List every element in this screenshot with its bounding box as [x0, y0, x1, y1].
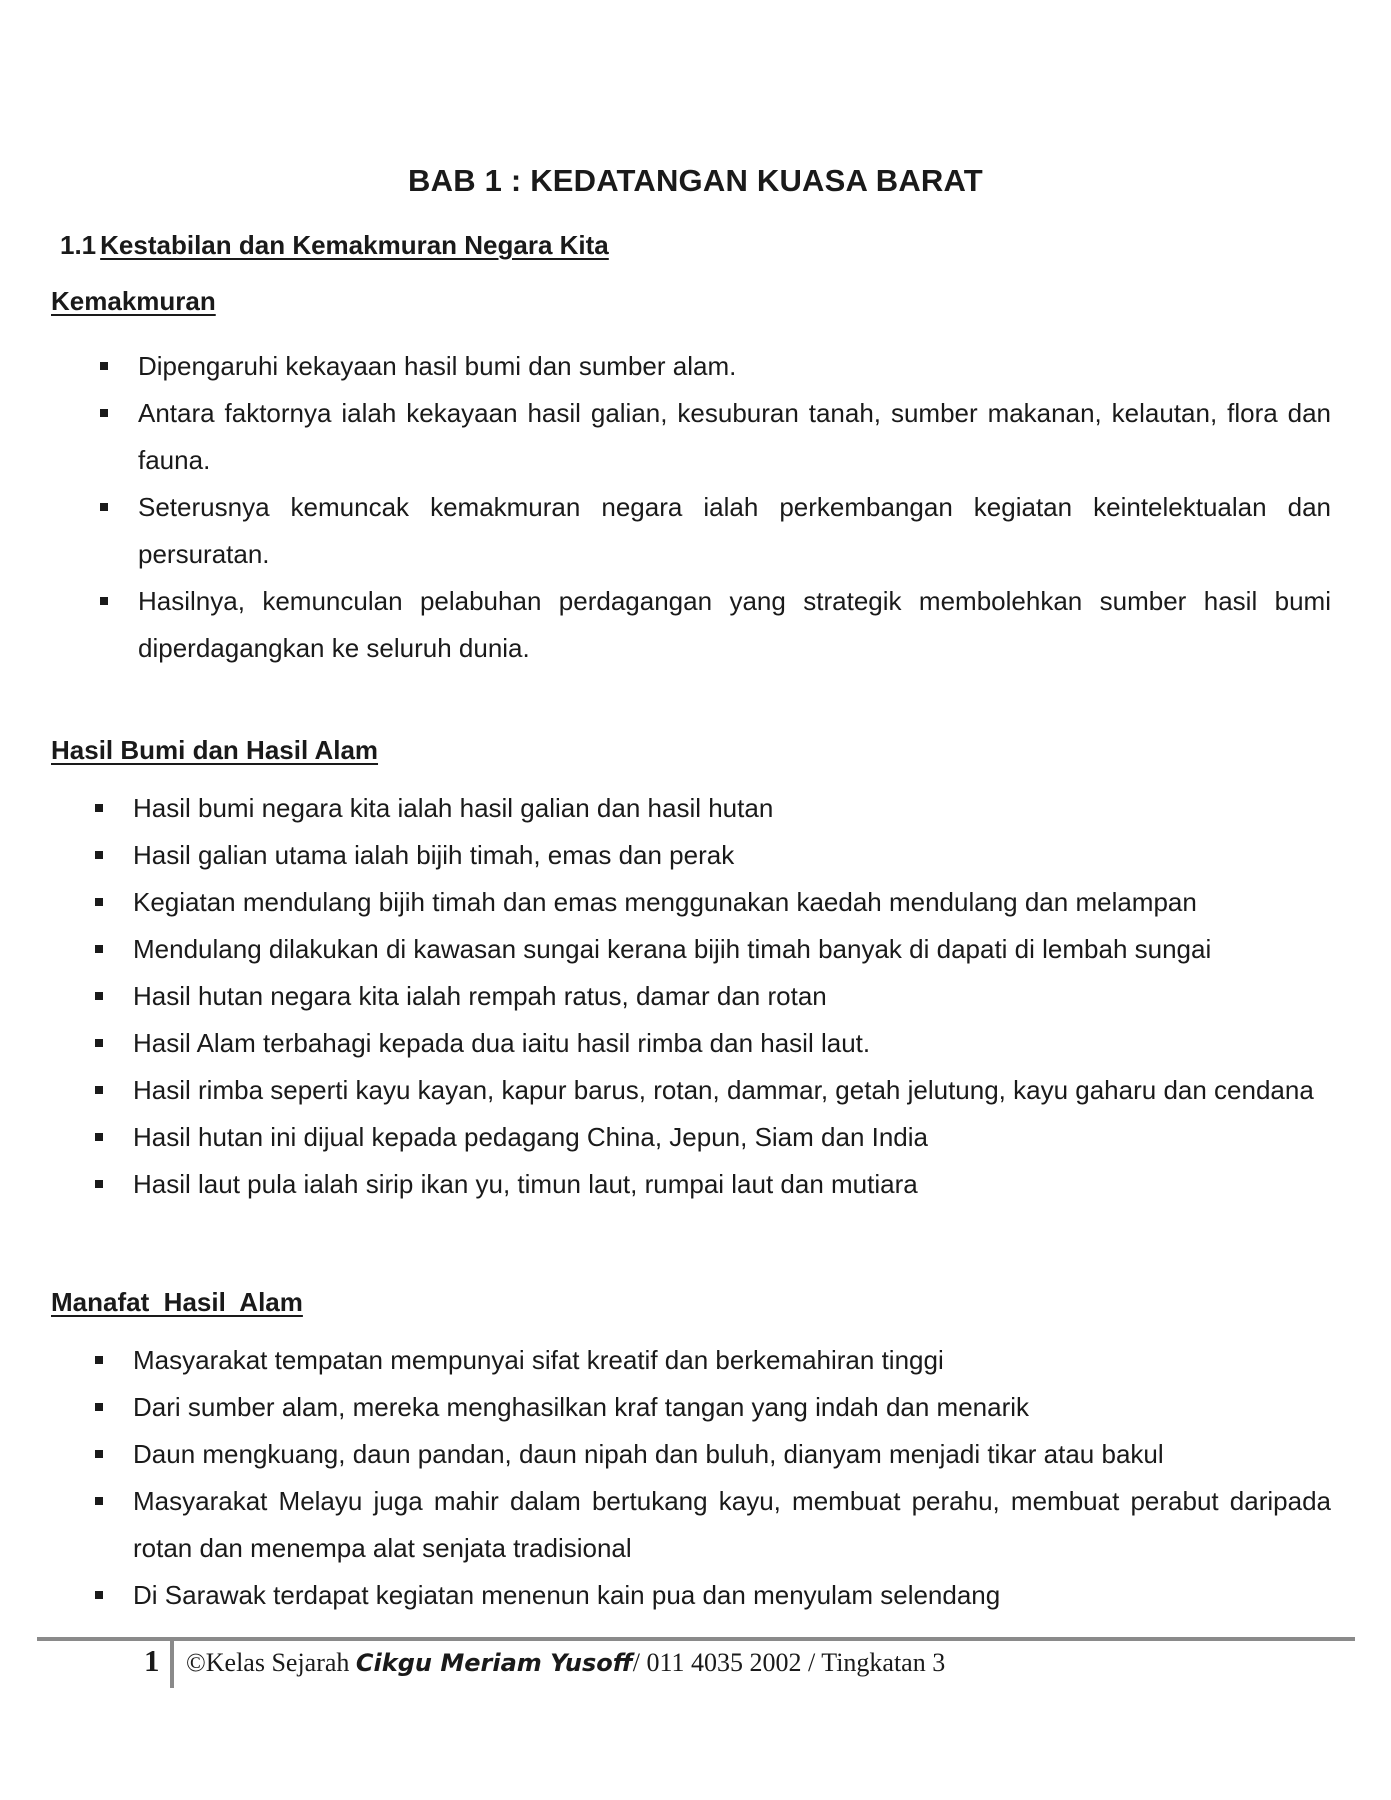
square-bullet-icon [95, 1086, 103, 1094]
list-item [138, 343, 1331, 390]
square-bullet-icon [100, 503, 108, 511]
list-item [133, 832, 1331, 879]
heading-kemakmuran: Kemakmuran [51, 286, 216, 316]
list-item [138, 484, 1331, 578]
list-item-text: Hasil laut pula ialah sirip ikan yu, timun laut, rumpai laut dan mutiara [133, 1169, 918, 1199]
list-item-text: Hasil hutan negara kita ialah rempah ratus, damar dan rotan [133, 981, 827, 1011]
list-item-text: Dipengaruhi kekayaan hasil bumi dan sumber alam. [138, 351, 737, 381]
square-bullet-icon [95, 898, 103, 906]
list-item [133, 1067, 1331, 1114]
footer-prefix: ©Kelas Sejarah [186, 1648, 356, 1677]
square-bullet-icon [100, 597, 108, 605]
footer-credit [186, 1648, 945, 1678]
footer-suffix: / 011 4035 2002 / Tingkatan 3 [632, 1648, 946, 1677]
square-bullet-icon [95, 804, 103, 812]
list-item-text: Di Sarawak terdapat kegiatan menenun kain pua dan menyulam selendang [133, 1580, 1001, 1610]
subsection-text: Kestabilan dan Kemakmuran Negara Kita [100, 230, 609, 260]
list-item-text: Hasil rimba seperti kayu kayan, kapur barus, rotan, dammar, getah jelutung, kayu gaharu dan cendana [133, 1075, 1314, 1105]
footer-vertical-divider [170, 1641, 174, 1688]
heading-manafat-hasil-alam: Manafat Hasil Alam [51, 1287, 303, 1317]
list-item [133, 1161, 1331, 1208]
list-item [133, 1384, 1331, 1431]
footer-author: Cikgu Meriam Yusoff [355, 1649, 633, 1677]
list-item-text: Masyarakat tempatan mempunyai sifat kreatif dan berkemahiran tinggi [133, 1345, 944, 1375]
list-item [133, 1478, 1331, 1572]
square-bullet-icon [95, 945, 103, 953]
list-item [133, 785, 1331, 832]
square-bullet-icon [95, 1497, 103, 1505]
list-item-text: Hasil galian utama ialah bijih timah, emas dan perak [133, 840, 735, 870]
list-item-text: Kegiatan mendulang bijih timah dan emas menggunakan kaedah mendulang dan melampan [133, 887, 1197, 917]
list-item-text: Seterusnya kemuncak kemakmuran negara ialah perkembangan kegiatan keintelektualan dan persuratan. [138, 492, 1331, 569]
list-item [133, 1114, 1331, 1161]
list-item-text: Hasil bumi negara kita ialah hasil galian dan hasil hutan [133, 793, 774, 823]
list-item-text: Daun mengkuang, daun pandan, daun nipah dan buluh, dianyam menjadi tikar atau bakul [133, 1439, 1164, 1469]
heading-hasil-bumi: Hasil Bumi dan Hasil Alam [51, 735, 379, 765]
list-item [133, 1020, 1331, 1067]
square-bullet-icon [95, 1403, 103, 1411]
list-item [133, 973, 1331, 1020]
bullet-list-manafat [133, 1337, 1331, 1619]
list-item-text: Hasil hutan ini dijual kepada pedagang China, Jepun, Siam dan India [133, 1122, 929, 1152]
list-item-text: Dari sumber alam, mereka menghasilkan kraf tangan yang indah dan menarik [133, 1392, 1030, 1422]
square-bullet-icon [100, 409, 108, 417]
square-bullet-icon [95, 992, 103, 1000]
square-bullet-icon [95, 851, 103, 859]
page-number: 1 [144, 1643, 160, 1678]
list-item [133, 1337, 1331, 1384]
subsection-heading [60, 230, 609, 261]
square-bullet-icon [95, 1133, 103, 1141]
square-bullet-icon [95, 1591, 103, 1599]
list-item-text: Mendulang dilakukan di kawasan sungai kerana bijih timah banyak di dapati di lembah sungai [133, 934, 1212, 964]
square-bullet-icon [95, 1039, 103, 1047]
list-item-text: Antara faktornya ialah kekayaan hasil galian, kesuburan tanah, sumber makanan, kelautan, flora dan fauna. [138, 398, 1331, 475]
list-item [138, 390, 1331, 484]
list-item [133, 926, 1331, 973]
footer-divider [37, 1637, 1355, 1641]
square-bullet-icon [95, 1180, 103, 1188]
bullet-list-kemakmuran [138, 343, 1331, 672]
chapter-title: BAB 1 : KEDATANGAN KUASA BARAT [408, 163, 983, 198]
subsection-number: 1.1 [60, 230, 97, 260]
list-item [133, 879, 1331, 926]
list-item [133, 1431, 1331, 1478]
list-item-text: Hasil Alam terbahagi kepada dua iaitu hasil rimba dan hasil laut. [133, 1028, 871, 1058]
list-item-text: Masyarakat Melayu juga mahir dalam bertukang kayu, membuat perahu, membuat perabut daripada rotan dan menempa alat senjata tradisional [133, 1486, 1331, 1563]
bullet-list-hasil-bumi [133, 785, 1331, 1208]
square-bullet-icon [100, 362, 108, 370]
list-item [138, 578, 1331, 672]
list-item-text: Hasilnya, kemunculan pelabuhan perdagangan yang strategik membolehkan sumber hasil bumi diperdagangkan ke seluruh dunia. [138, 586, 1331, 663]
square-bullet-icon [95, 1356, 103, 1364]
list-item [133, 1572, 1331, 1619]
square-bullet-icon [95, 1450, 103, 1458]
